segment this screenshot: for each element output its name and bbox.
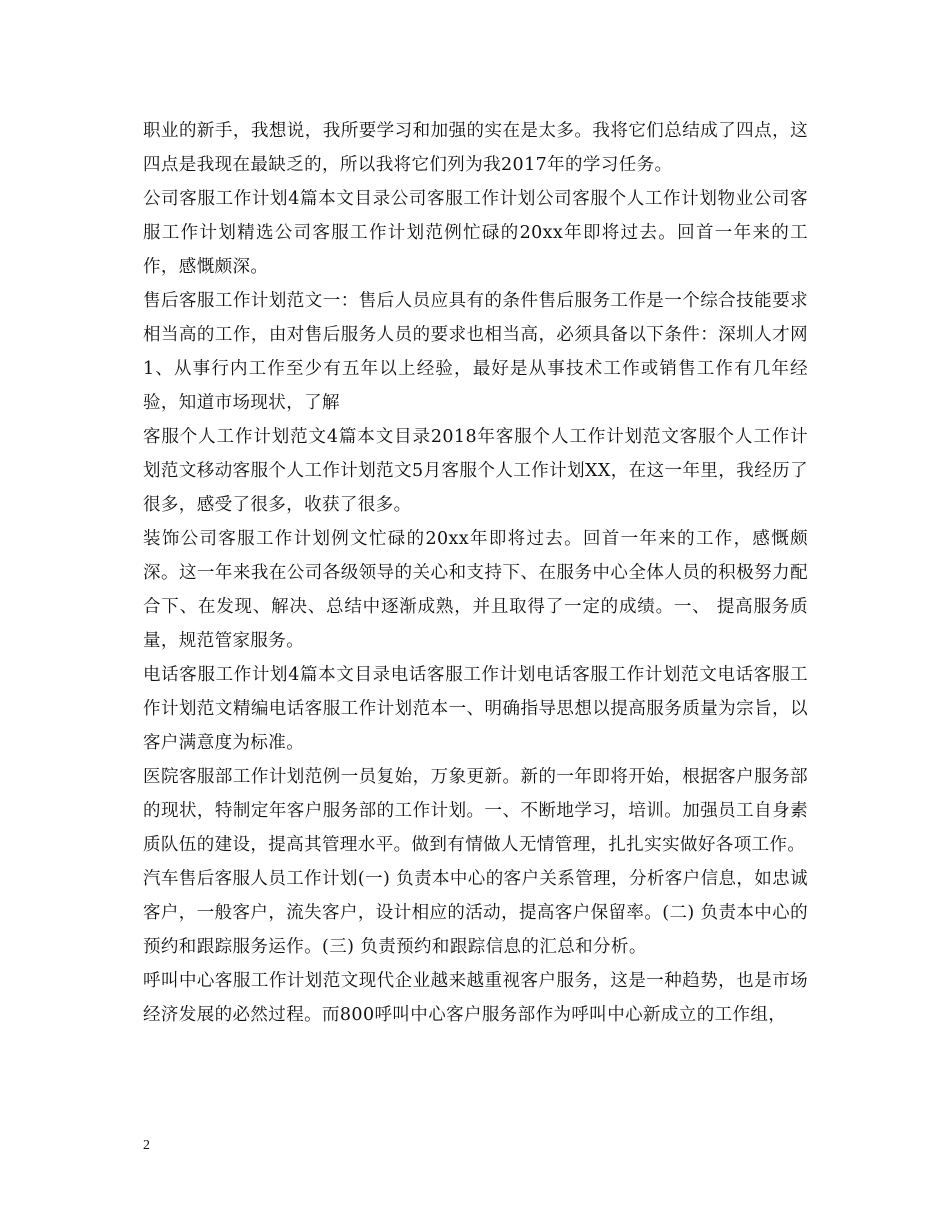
document-body [143, 114, 808, 1032]
paragraph-7: 医院客服部工作计划范例一员复始，万象更新。新的一年即将开始，根据客户服务部的现状，特制定年客户服务部的工作计划。一、不断地学习，培训。加强员工自身素质队伍的建设，提高其管理水平。做到有情做人无情管理，扎扎实实做好各项工作。 [143, 767, 808, 855]
paragraph-2: 公司客服工作计划4篇本文目录公司客服工作计划公司客服个人工作计划物业公司客服工作计划精选公司客服工作计划范例忙碌的20xx年即将过去。回首一年来的工作，感慨颇深。 [143, 189, 808, 277]
paragraph-9: 呼叫中心客服工作计划范文现代企业越来越重视客户服务，这是一种趋势，也是市场经济发展的必然过程。而800呼叫中心客户服务部作为呼叫中心新成立的工作组， [143, 971, 808, 1025]
paragraph-8: 汽车售后客服人员工作计划(一) 负责本中心的客户关系管理，分析客户信息，如忠诚客户，一般客户，流失客户，设计相应的活动，提高客户保留率。(二) 负责本中心的预约和跟踪服务运作。(三) 负责预约和跟踪信息的汇总和分析。 [143, 869, 808, 957]
paragraph-5: 装饰公司客服工作计划例文忙碌的20xx年即将过去。回首一年来的工作，感慨颇深。这一年来我在公司各级领导的关心和支持下、在服务中心全体人员的积极努力配合下、在发现、解决、总结中逐渐成熟，并且取得了一定的成绩。一、 提高服务质量，规范管家服务。 [143, 529, 808, 651]
paragraph-4: 客服个人工作计划范文4篇本文目录2018年客服个人工作计划范文客服个人工作计划范文移动客服个人工作计划范文5月客服个人工作计划XX，在这一年里，我经历了很多，感受了很多，收获了很多。 [143, 427, 808, 515]
paragraph-3: 售后客服工作计划范文一：售后人员应具有的条件售后服务工作是一个综合技能要求相当高的工作，由对售后服务人员的要求也相当高，必须具备以下条件：深圳人才网1、从事行内工作至少有五年以上经验，最好是从事技术工作或销售工作有几年经验，知道市场现状，了解 [143, 291, 808, 413]
page-number: 2 [143, 1138, 150, 1153]
paragraph-1: 职业的新手，我想说，我所要学习和加强的实在是太多。我将它们总结成了四点，这四点是我现在最缺乏的，所以我将它们列为我2017年的学习任务。 [143, 121, 808, 175]
paragraph-6: 电话客服工作计划4篇本文目录电话客服工作计划电话客服工作计划范文电话客服工作计划范文精编电话客服工作计划范本一、明确指导思想以提高服务质量为宗旨，以客户满意度为标准。 [143, 665, 808, 753]
